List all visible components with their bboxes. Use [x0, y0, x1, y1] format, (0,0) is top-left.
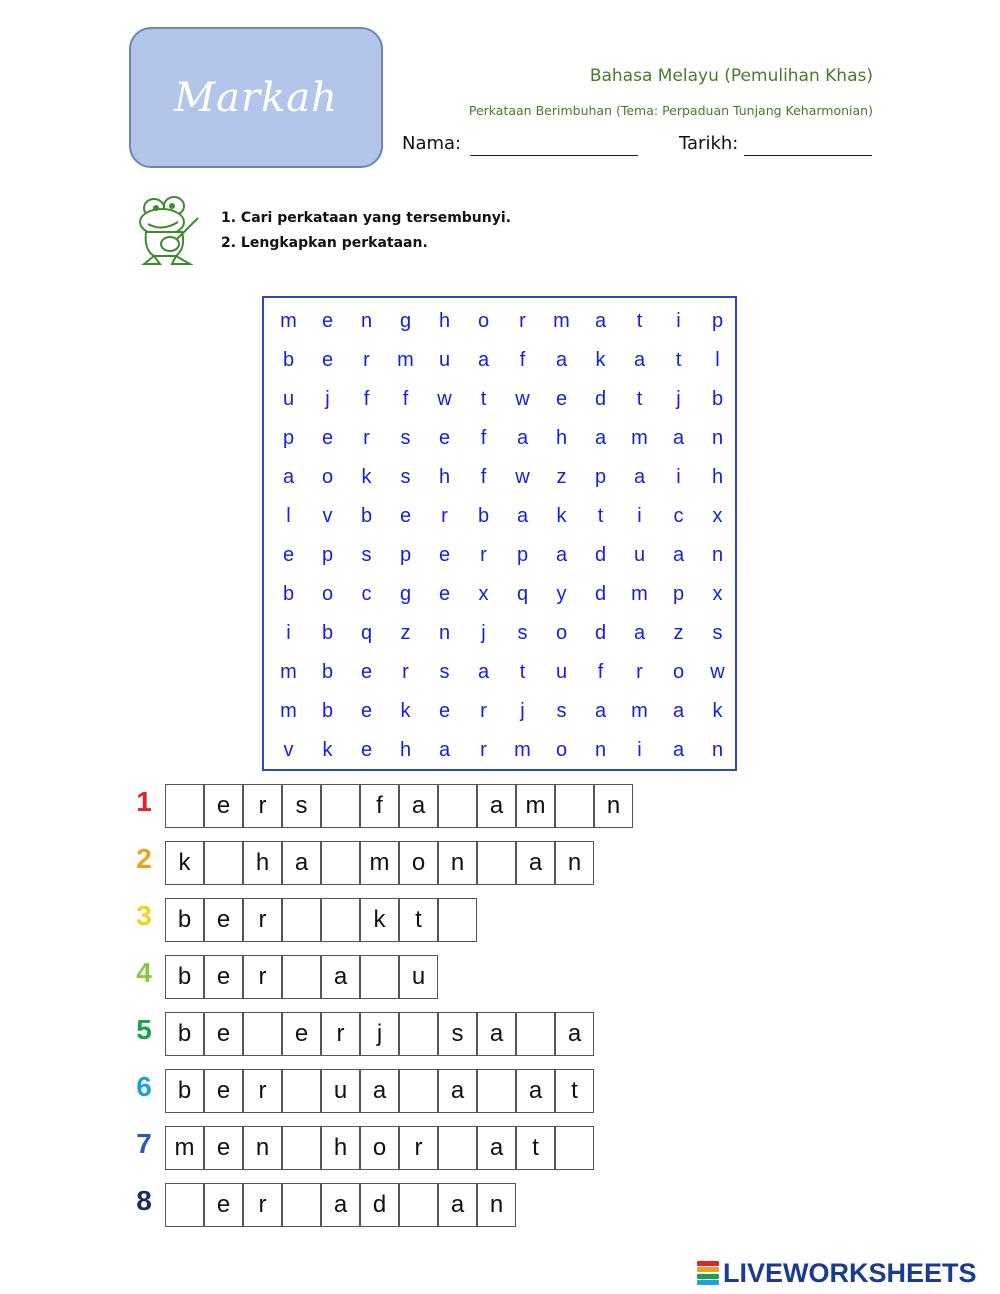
grid-letter[interactable]: e [321, 349, 334, 371]
grid-letter[interactable]: n [711, 427, 724, 449]
question-number: 3 [136, 900, 152, 931]
answer-letter-cell: t [555, 1069, 594, 1113]
answer-blank-cell[interactable] [399, 1069, 438, 1113]
answer-letter-cell: e [282, 1012, 321, 1056]
answer-blank-cell[interactable] [165, 1183, 204, 1227]
answer-letter-cell: t [399, 898, 438, 942]
grid-letter[interactable]: w [515, 466, 530, 488]
answer-letter-cell: a [516, 841, 555, 885]
grid-letter[interactable]: b [282, 349, 295, 371]
answer-blank-cell[interactable] [438, 898, 477, 942]
question-number: 5 [136, 1014, 152, 1045]
answer-letter-cell: b [165, 898, 204, 942]
answer-letter-cell: a [321, 955, 360, 999]
answer-letter-cell: h [321, 1126, 360, 1170]
grid-letter[interactable]: s [439, 661, 450, 683]
nama-label: Nama: [402, 133, 462, 154]
answer-blank-cell[interactable] [399, 1012, 438, 1056]
answer-blank-cell[interactable] [399, 1183, 438, 1227]
grid-letter[interactable]: a [477, 661, 490, 683]
answer-letter-cell: d [360, 1183, 399, 1227]
grid-letter[interactable]: q [516, 583, 529, 605]
grid-letter[interactable]: a [633, 466, 646, 488]
answer-letter-cell: e [204, 1183, 243, 1227]
grid-letter[interactable]: a [672, 739, 685, 761]
question-number: 1 [136, 786, 152, 817]
grid-letter[interactable]: b [282, 583, 295, 605]
answer-letter-cell: m [360, 841, 399, 885]
grid-letter[interactable]: b [321, 661, 334, 683]
grid-letter[interactable]: r [402, 661, 409, 683]
grid-letter[interactable]: s [712, 622, 723, 644]
grid-letter[interactable]: f [402, 388, 409, 410]
answer-blank-cell[interactable] [282, 1183, 321, 1227]
grid-letter[interactable]: a [633, 622, 646, 644]
grid-letter[interactable]: a [477, 349, 490, 371]
answer-letter-cell: s [438, 1012, 477, 1056]
grid-letter[interactable]: q [360, 622, 373, 644]
grid-letter[interactable]: e [555, 388, 568, 410]
grid-letter[interactable]: r [636, 661, 643, 683]
answer-letter-cell: n [243, 1126, 282, 1170]
answer-blank-cell[interactable] [516, 1012, 555, 1056]
answer-letter-cell: r [243, 1183, 282, 1227]
answer-letter-cell: a [477, 1012, 516, 1056]
answer-letter-cell: r [399, 1126, 438, 1170]
grid-letter[interactable]: i [676, 310, 681, 332]
grid-letter[interactable]: n [711, 739, 724, 761]
grid-letter[interactable]: m [631, 700, 648, 722]
answer-letter-cell: u [321, 1069, 360, 1113]
grid-letter[interactable]: k [712, 700, 723, 722]
grid-letter[interactable]: h [555, 427, 568, 449]
grid-letter[interactable]: j [676, 388, 681, 410]
grid-letter[interactable]: a [438, 739, 451, 761]
grid-letter[interactable]: d [594, 388, 607, 410]
grid-letter[interactable]: i [676, 466, 681, 488]
answer-letter-cell: n [594, 784, 633, 828]
grid-letter[interactable]: o [321, 583, 334, 605]
grid-letter[interactable]: a [594, 310, 607, 332]
grid-letter[interactable]: i [637, 505, 642, 527]
grid-letter[interactable]: a [672, 544, 685, 566]
instruction-2: 2. Lengkapkan perkataan. [221, 235, 428, 251]
answer-letter-cell: a [516, 1069, 555, 1113]
frog-guitar-icon [132, 192, 204, 268]
grid-letter[interactable]: e [321, 427, 334, 449]
grid-letter[interactable]: d [594, 622, 607, 644]
grid-letter[interactable]: w [515, 388, 530, 410]
answer-letter-cell: a [321, 1183, 360, 1227]
grid-letter[interactable]: x [712, 505, 723, 527]
question-number: 4 [136, 957, 152, 988]
grid-letter[interactable]: m [514, 739, 531, 761]
grid-letter[interactable]: e [360, 739, 373, 761]
grid-letter[interactable]: r [480, 544, 487, 566]
grid-letter[interactable]: v [283, 739, 294, 761]
grid-letter[interactable]: a [594, 700, 607, 722]
grid-letter[interactable]: h [438, 466, 451, 488]
grid-letter[interactable]: e [438, 583, 451, 605]
instruction-1: 1. Cari perkataan yang tersembunyi. [221, 210, 511, 226]
grid-letter[interactable]: r [480, 700, 487, 722]
tarikh-input-line[interactable] [744, 155, 872, 156]
answer-blank-cell[interactable] [243, 1012, 282, 1056]
grid-letter[interactable]: u [438, 349, 451, 371]
grid-letter[interactable]: z [673, 622, 684, 644]
answer-letter-cell: h [243, 841, 282, 885]
grid-letter[interactable]: b [321, 700, 334, 722]
liveworksheets-brand: LIVEWORKSHEETS [723, 1257, 977, 1288]
answer-blank-cell[interactable] [321, 784, 360, 828]
answer-letter-cell: a [360, 1069, 399, 1113]
answer-blank-cell[interactable] [321, 841, 360, 885]
answer-letter-cell: r [243, 784, 282, 828]
answer-letter-cell: u [399, 955, 438, 999]
answer-letter-cell: k [360, 898, 399, 942]
subject-title: Bahasa Melayu (Pemulihan Khas) [589, 66, 873, 86]
grid-letter[interactable]: i [637, 739, 642, 761]
grid-letter[interactable]: f [363, 388, 370, 410]
grid-letter[interactable]: k [400, 700, 411, 722]
grid-letter[interactable]: e [399, 505, 412, 527]
grid-letter[interactable]: d [594, 544, 607, 566]
answer-letter-cell: a [477, 784, 516, 828]
answer-letter-cell: a [438, 1069, 477, 1113]
answer-letter-cell: e [204, 898, 243, 942]
word-search-grid [262, 296, 737, 771]
grid-letter[interactable]: e [438, 700, 451, 722]
question-number: 7 [136, 1128, 152, 1159]
grid-letter[interactable]: a [555, 349, 568, 371]
grid-letter[interactable]: o [477, 310, 490, 332]
grid-letter[interactable]: r [441, 505, 448, 527]
question-number: 2 [136, 843, 152, 874]
grid-letter[interactable]: n [711, 544, 724, 566]
grid-letter[interactable]: t [519, 661, 526, 683]
grid-letter[interactable]: a [516, 427, 529, 449]
grid-letter[interactable]: r [519, 310, 526, 332]
grid-letter[interactable]: t [636, 388, 643, 410]
grid-letter[interactable]: l [286, 505, 291, 527]
grid-letter[interactable]: c [673, 505, 684, 527]
answer-letter-cell: a [438, 1183, 477, 1227]
answer-blank-cell[interactable] [321, 898, 360, 942]
answer-letter-cell: b [165, 955, 204, 999]
answer-blank-cell[interactable] [477, 1069, 516, 1113]
grid-letter[interactable]: v [322, 505, 333, 527]
liveworksheets-logo-icon [697, 1261, 719, 1285]
grid-letter[interactable]: e [438, 544, 451, 566]
answer-blank-cell[interactable] [360, 955, 399, 999]
grid-letter[interactable]: m [397, 349, 414, 371]
grid-letter[interactable]: p [282, 427, 295, 449]
grid-letter[interactable]: r [363, 349, 370, 371]
grid-letter[interactable]: s [400, 427, 411, 449]
grid-letter[interactable]: u [555, 661, 568, 683]
grid-letter[interactable]: m [280, 661, 297, 683]
grid-letter[interactable]: a [282, 466, 295, 488]
answer-blank-cell[interactable] [282, 898, 321, 942]
liveworksheets-footer [697, 1258, 993, 1288]
answer-letter-cell: r [243, 898, 282, 942]
grid-letter[interactable]: j [481, 622, 486, 644]
grid-letter[interactable]: z [400, 622, 411, 644]
grid-letter[interactable]: e [282, 544, 295, 566]
grid-letter[interactable]: e [438, 427, 451, 449]
answer-blank-cell[interactable] [477, 841, 516, 885]
grid-letter[interactable]: n [438, 622, 451, 644]
grid-letter[interactable]: f [480, 427, 487, 449]
answer-letter-cell: r [243, 1069, 282, 1113]
grid-letter[interactable]: n [360, 310, 373, 332]
answer-letter-cell: o [360, 1126, 399, 1170]
grid-letter[interactable]: s [361, 544, 372, 566]
grid-letter[interactable]: u [633, 544, 646, 566]
answer-letter-cell: r [243, 955, 282, 999]
answer-letter-cell: m [516, 784, 555, 828]
grid-letter[interactable]: s [400, 466, 411, 488]
markah-label: Markah [174, 74, 338, 121]
grid-letter[interactable]: p [516, 544, 529, 566]
grid-letter[interactable]: t [675, 349, 682, 371]
tarikh-label: Tarikh: [679, 133, 739, 154]
grid-letter[interactable]: r [480, 739, 487, 761]
grid-letter[interactable]: p [672, 583, 685, 605]
answer-blank-cell[interactable] [555, 784, 594, 828]
grid-letter[interactable]: b [477, 505, 490, 527]
answer-blank-cell[interactable] [282, 955, 321, 999]
grid-letter[interactable]: e [360, 700, 373, 722]
grid-letter[interactable]: x [478, 583, 489, 605]
topic-subtitle: Perkataan Berimbuhan (Tema: Perpaduan Tunjang Keharmonian) [468, 103, 873, 118]
grid-letter[interactable]: x [712, 583, 723, 605]
grid-letter[interactable]: b [711, 388, 724, 410]
grid-letter[interactable]: l [715, 349, 720, 371]
answer-letter-cell: t [516, 1126, 555, 1170]
grid-letter[interactable]: g [399, 310, 412, 332]
grid-letter[interactable]: o [672, 661, 685, 683]
answer-blank-cell[interactable] [438, 1126, 477, 1170]
grid-letter[interactable]: p [399, 544, 412, 566]
answer-letter-cell: n [477, 1183, 516, 1227]
grid-letter[interactable]: j [325, 388, 330, 410]
grid-letter[interactable]: b [360, 505, 373, 527]
answer-letter-cell: o [399, 841, 438, 885]
grid-letter[interactable]: a [672, 427, 685, 449]
answer-blank-cell[interactable] [204, 841, 243, 885]
answer-letter-cell: e [204, 1069, 243, 1113]
grid-letter[interactable]: s [556, 700, 567, 722]
answer-blank-cell[interactable] [282, 1069, 321, 1113]
answer-blank-cell[interactable] [555, 1126, 594, 1170]
grid-letter[interactable]: m [631, 583, 648, 605]
answer-blank-cell[interactable] [438, 784, 477, 828]
grid-letter[interactable]: f [519, 349, 526, 371]
answer-letter-cell: n [438, 841, 477, 885]
grid-letter[interactable]: m [553, 310, 570, 332]
grid-letter[interactable]: k [556, 505, 567, 527]
answer-letter-cell: s [282, 784, 321, 828]
grid-letter[interactable]: d [594, 583, 607, 605]
grid-letter[interactable]: z [556, 466, 567, 488]
grid-letter[interactable]: a [516, 505, 529, 527]
grid-letter[interactable]: m [280, 700, 297, 722]
answer-letter-cell: e [204, 955, 243, 999]
answer-letter-cell: a [555, 1012, 594, 1056]
grid-letter[interactable]: o [321, 466, 334, 488]
grid-letter[interactable]: m [631, 427, 648, 449]
grid-letter[interactable]: j [520, 700, 525, 722]
grid-letter[interactable]: b [321, 622, 334, 644]
grid-letter[interactable]: r [363, 427, 370, 449]
answer-letter-cell: a [477, 1126, 516, 1170]
grid-letter[interactable]: p [321, 544, 334, 566]
grid-letter[interactable]: g [399, 583, 412, 605]
grid-letter[interactable]: h [711, 466, 724, 488]
answer-blank-cell[interactable] [282, 1126, 321, 1170]
grid-letter[interactable]: i [286, 622, 291, 644]
grid-letter[interactable]: k [361, 466, 372, 488]
answer-letter-cell: f [360, 784, 399, 828]
grid-letter[interactable]: t [636, 310, 643, 332]
grid-letter[interactable]: a [672, 700, 685, 722]
answer-blank-cell[interactable] [165, 784, 204, 828]
markah-score-box [129, 27, 383, 168]
grid-letter[interactable]: a [555, 544, 568, 566]
grid-letter[interactable]: t [597, 505, 604, 527]
grid-letter[interactable]: w [437, 388, 452, 410]
answer-letter-cell: j [360, 1012, 399, 1056]
answer-letter-cell: b [165, 1012, 204, 1056]
grid-letter[interactable]: f [480, 466, 487, 488]
answer-letter-cell: e [204, 1012, 243, 1056]
grid-letter[interactable]: y [556, 583, 567, 605]
grid-letter[interactable]: h [438, 310, 451, 332]
grid-letter[interactable]: e [321, 310, 334, 332]
grid-letter[interactable]: a [633, 349, 646, 371]
grid-letter[interactable]: e [360, 661, 373, 683]
question-number: 6 [136, 1071, 152, 1102]
grid-letter[interactable]: a [594, 427, 607, 449]
grid-letter[interactable]: n [594, 739, 607, 761]
grid-letter[interactable]: h [399, 739, 412, 761]
nama-input-line[interactable] [470, 155, 638, 156]
grid-letter[interactable]: o [555, 739, 568, 761]
answer-letter-cell: b [165, 1069, 204, 1113]
grid-letter[interactable]: t [480, 388, 487, 410]
grid-letter[interactable]: f [597, 661, 604, 683]
grid-letter[interactable]: w [710, 661, 725, 683]
grid-letter[interactable]: m [280, 310, 297, 332]
answer-letter-cell: n [555, 841, 594, 885]
answer-letter-cell: a [399, 784, 438, 828]
answer-letter-cell: r [321, 1012, 360, 1056]
grid-letter[interactable]: p [594, 466, 607, 488]
answer-letter-cell: m [165, 1126, 204, 1170]
question-number: 8 [136, 1185, 152, 1216]
grid-letter[interactable]: u [282, 388, 295, 410]
answer-letter-cell: a [282, 841, 321, 885]
grid-letter[interactable]: s [517, 622, 528, 644]
grid-letter[interactable]: k [322, 739, 333, 761]
grid-letter[interactable]: k [595, 349, 606, 371]
answer-letter-cell: e [204, 784, 243, 828]
grid-letter[interactable]: c [361, 583, 372, 605]
grid-letter[interactable]: p [711, 310, 724, 332]
answer-letter-cell: e [204, 1126, 243, 1170]
grid-letter[interactable]: o [555, 622, 568, 644]
answer-letter-cell: k [165, 841, 204, 885]
